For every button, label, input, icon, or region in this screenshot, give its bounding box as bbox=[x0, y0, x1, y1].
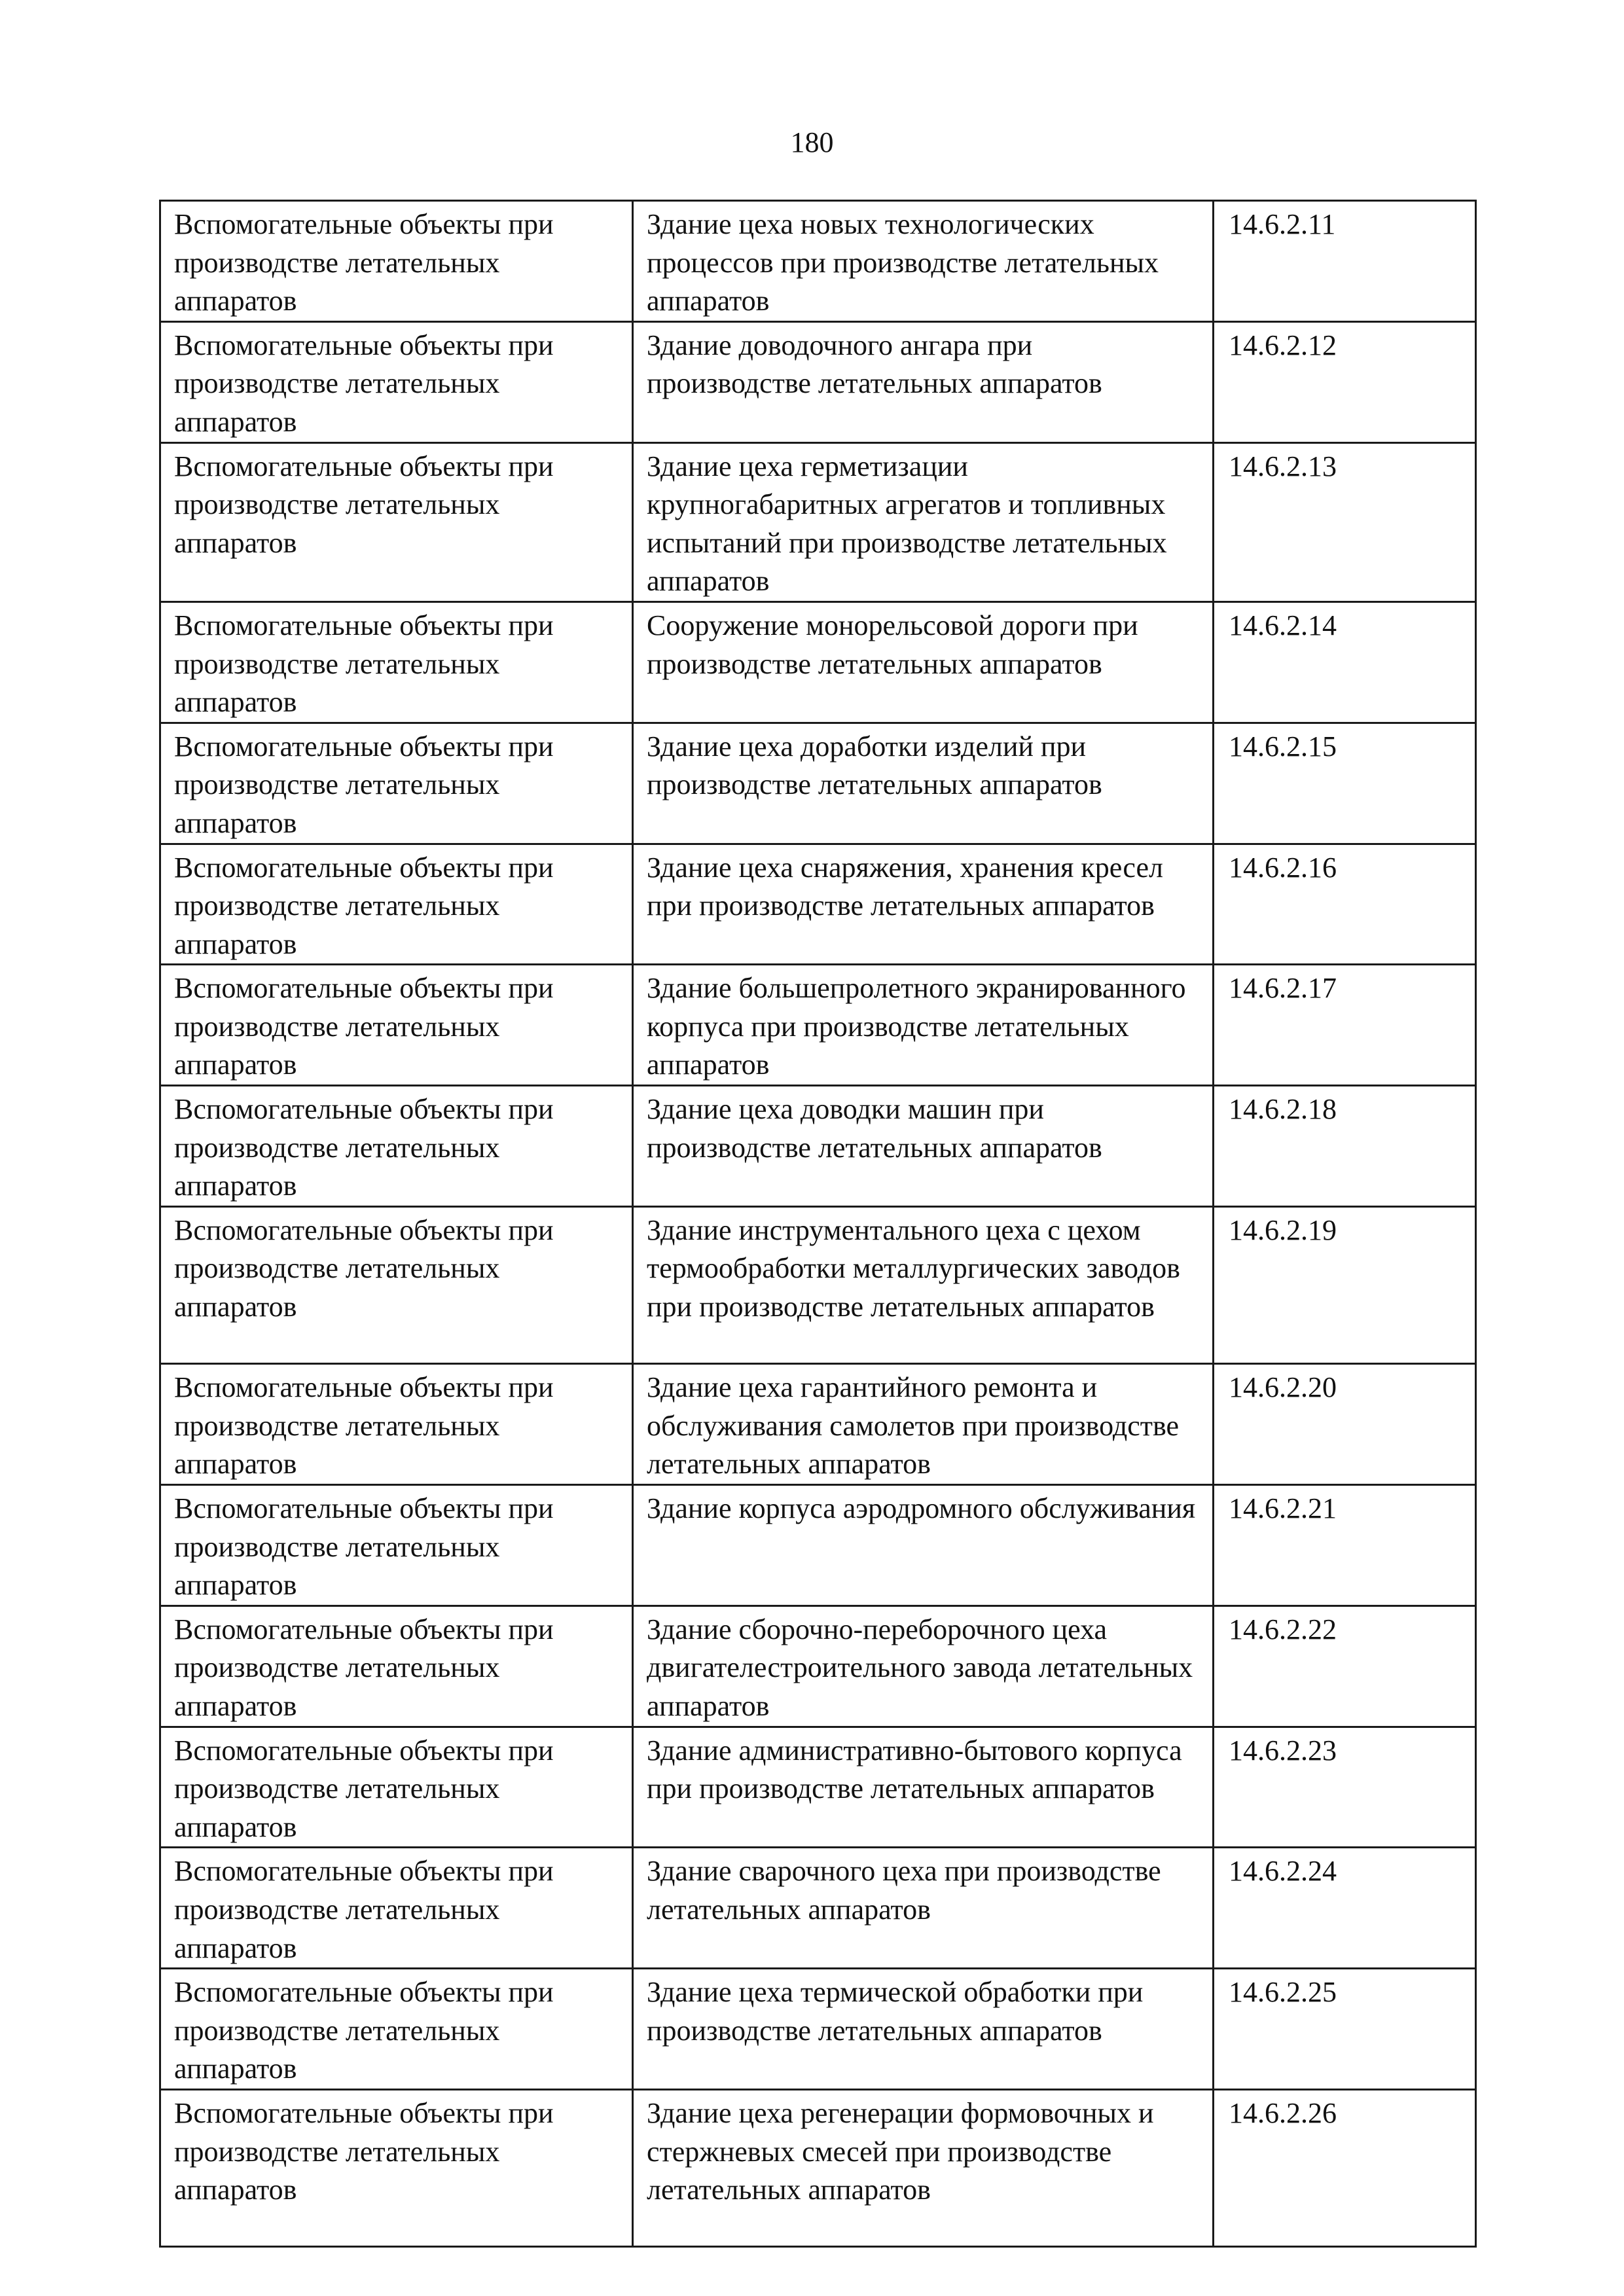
table-row bbox=[160, 1364, 1476, 1485]
table-row bbox=[160, 844, 1476, 965]
code-cell: 14.6.2.14 bbox=[1214, 601, 1476, 723]
table-row bbox=[160, 601, 1476, 723]
table-row bbox=[160, 201, 1476, 322]
category-cell: Вспомогательные объекты при производстве летательных аппаратов bbox=[160, 601, 633, 723]
object-name-cell: Здание цеха термической обработки при производстве летательных аппаратов bbox=[633, 1969, 1214, 2090]
code-cell: 14.6.2.17 bbox=[1214, 965, 1476, 1086]
category-cell: Вспомогательные объекты при производстве летательных аппаратов bbox=[160, 201, 633, 322]
code-cell: 14.6.2.26 bbox=[1214, 2089, 1476, 2246]
category-cell: Вспомогательные объекты при производстве летательных аппаратов bbox=[160, 1969, 633, 2090]
object-name-cell: Здание цеха герметизации крупногабаритных агрегатов и топливных испытаний при производстве летательных аппаратов bbox=[633, 442, 1214, 601]
object-name-cell: Здание цеха доработки изделий при производстве летательных аппаратов bbox=[633, 723, 1214, 844]
table-row bbox=[160, 2089, 1476, 2246]
code-cell: 14.6.2.15 bbox=[1214, 723, 1476, 844]
code-cell: 14.6.2.16 bbox=[1214, 844, 1476, 965]
code-cell: 14.6.2.12 bbox=[1214, 321, 1476, 442]
object-name-cell: Здание инструментального цеха с цехом термообработки металлургических заводов при производстве летательных аппаратов bbox=[633, 1206, 1214, 1363]
object-name-cell: Здание цеха регенерации формовочных и стержневых смесей при производстве летательных аппаратов bbox=[633, 2089, 1214, 2246]
category-cell: Вспомогательные объекты при производстве летательных аппаратов bbox=[160, 1848, 633, 1969]
code-cell: 14.6.2.21 bbox=[1214, 1485, 1476, 1606]
table-row bbox=[160, 1848, 1476, 1969]
table-row bbox=[160, 1485, 1476, 1606]
table-row bbox=[160, 965, 1476, 1086]
category-cell: Вспомогательные объекты при производстве летательных аппаратов bbox=[160, 844, 633, 965]
object-name-cell: Здание цеха новых технологических процессов при производстве летательных аппаратов bbox=[633, 201, 1214, 322]
object-name-cell: Здание доводочного ангара при производстве летательных аппаратов bbox=[633, 321, 1214, 442]
table-row bbox=[160, 1206, 1476, 1363]
category-cell: Вспомогательные объекты при производстве летательных аппаратов bbox=[160, 1605, 633, 1727]
code-cell: 14.6.2.25 bbox=[1214, 1969, 1476, 2090]
category-cell: Вспомогательные объекты при производстве летательных аппаратов bbox=[160, 965, 633, 1086]
code-cell: 14.6.2.11 bbox=[1214, 201, 1476, 322]
category-cell: Вспомогательные объекты при производстве летательных аппаратов bbox=[160, 723, 633, 844]
object-name-cell: Сооружение монорельсовой дороги при производстве летательных аппаратов bbox=[633, 601, 1214, 723]
table-row bbox=[160, 1969, 1476, 2090]
code-cell: 14.6.2.18 bbox=[1214, 1086, 1476, 1207]
objects-table bbox=[159, 200, 1477, 2248]
code-cell: 14.6.2.23 bbox=[1214, 1727, 1476, 1848]
category-cell: Вспомогательные объекты при производстве летательных аппаратов bbox=[160, 1086, 633, 1207]
code-cell: 14.6.2.13 bbox=[1214, 442, 1476, 601]
object-name-cell: Здание цеха гарантийного ремонта и обслуживания самолетов при производстве летательных аппаратов bbox=[633, 1364, 1214, 1485]
table-row bbox=[160, 1727, 1476, 1848]
code-cell: 14.6.2.22 bbox=[1214, 1605, 1476, 1727]
category-cell: Вспомогательные объекты при производстве летательных аппаратов bbox=[160, 1364, 633, 1485]
code-cell: 14.6.2.24 bbox=[1214, 1848, 1476, 1969]
table-row bbox=[160, 1086, 1476, 1207]
object-name-cell: Здание цеха снаряжения, хранения кресел при производстве летательных аппаратов bbox=[633, 844, 1214, 965]
object-name-cell: Здание большепролетного экранированного корпуса при производстве летательных аппаратов bbox=[633, 965, 1214, 1086]
category-cell: Вспомогательные объекты при производстве летательных аппаратов bbox=[160, 1206, 633, 1363]
category-cell: Вспомогательные объекты при производстве летательных аппаратов bbox=[160, 1485, 633, 1606]
object-name-cell: Здание сборочно-переборочного цеха двигателестроительного завода летательных аппаратов bbox=[633, 1605, 1214, 1727]
category-cell: Вспомогательные объекты при производстве летательных аппаратов bbox=[160, 442, 633, 601]
code-cell: 14.6.2.20 bbox=[1214, 1364, 1476, 1485]
object-name-cell: Здание административно-бытового корпуса при производстве летательных аппаратов bbox=[633, 1727, 1214, 1848]
table-row bbox=[160, 723, 1476, 844]
page-number: 180 bbox=[790, 126, 834, 158]
table-row bbox=[160, 321, 1476, 442]
object-name-cell: Здание корпуса аэродромного обслуживания bbox=[633, 1485, 1214, 1606]
object-name-cell: Здание сварочного цеха при производстве летательных аппаратов bbox=[633, 1848, 1214, 1969]
code-cell: 14.6.2.19 bbox=[1214, 1206, 1476, 1363]
object-name-cell: Здание цеха доводки машин при производстве летательных аппаратов bbox=[633, 1086, 1214, 1207]
category-cell: Вспомогательные объекты при производстве летательных аппаратов bbox=[160, 2089, 633, 2246]
table-row bbox=[160, 442, 1476, 601]
table-row bbox=[160, 1605, 1476, 1727]
table-body bbox=[160, 201, 1476, 2247]
category-cell: Вспомогательные объекты при производстве летательных аппаратов bbox=[160, 1727, 633, 1848]
category-cell: Вспомогательные объекты при производстве летательных аппаратов bbox=[160, 321, 633, 442]
